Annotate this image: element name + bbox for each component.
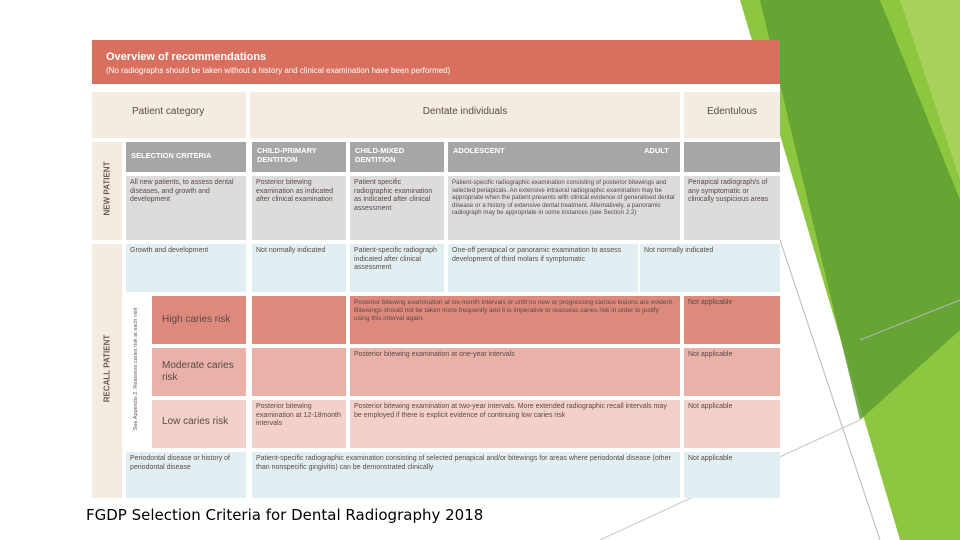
overview-banner: [92, 40, 780, 84]
recall-patient-side: [92, 244, 122, 498]
recommendations-table: [92, 40, 780, 498]
appendix-note: See Appendix 2. Reassess caries risk at each visit: [133, 307, 139, 431]
low-risk-text: Posterior bitewing examination at two-year intervals. More extended radiographic recall intervals may be employed if there is explicit evidence of continuing low caries risk: [350, 400, 680, 448]
moderate-edentulous: Not applicable: [684, 348, 780, 396]
high-risk-label: High caries risk: [152, 296, 246, 344]
perio-edentulous: Not applicable: [684, 452, 780, 498]
new-child-mixed: Patient specific radiographic examination as indicated after clinical assessment: [350, 176, 444, 240]
growth-adult: Not normally indicated: [640, 244, 780, 292]
header-patient-category: Patient category: [92, 92, 246, 138]
new-criteria: All new patients, to assess dental diseases, and growth and development: [126, 176, 246, 240]
perio-text: Patient-specific radiographic examination consisting of selected periapical and/or bitewings for areas where periodontal disease (other than nonspecific gingivitis) can be demonstrated clinically: [252, 452, 680, 498]
col-adult: ADULT: [644, 146, 669, 155]
moderate-child-primary-blank: [252, 348, 346, 396]
new-adolescent-adult: Patient-specific radiographic examination consisting of posterior bitewings and selected periapicals. An extensive intraoral radiographic examination may be appropriate when the patient presents with clinical evidence of generalised dental disease or a history of extensive dental treatment. Alternatively, a panoramic radiograph may be appropriate in some instances (see Section 2.2): [448, 176, 680, 240]
low-edentulous: Not applicable: [684, 400, 780, 448]
appendix-note-side: [124, 296, 148, 448]
moderate-risk-text: Posterior bitewing examination at one-year intervals: [350, 348, 680, 396]
col-edentulous-blank: [684, 142, 780, 172]
new-patient-side: [92, 142, 122, 240]
low-child-primary: Posterior bitewing examination at 12-18month intervals: [252, 400, 346, 448]
col-adolescent: ADOLESCENT: [453, 146, 505, 155]
high-child-primary-blank: [252, 296, 346, 344]
growth-child-primary: Not normally indicated: [252, 244, 346, 292]
growth-criteria: Growth and development: [126, 244, 246, 292]
growth-child-mixed: Patient-specific radiograph indicated after clinical assessment: [350, 244, 444, 292]
header-dentate: Dentate individuals: [250, 92, 680, 138]
col-selection-criteria: SELECTION CRITERIA: [126, 142, 246, 172]
high-edentulous: Not applicable: [684, 296, 780, 344]
col-child-mixed: CHILD-MIXED DENTITION: [350, 142, 444, 172]
new-patient-label: NEW PATIENT: [102, 161, 112, 216]
header-edentulous: Edentulous: [684, 92, 780, 138]
low-risk-label: Low caries risk: [152, 400, 246, 448]
col-child-primary: CHILD-PRIMARY DENTITION: [252, 142, 346, 172]
high-risk-text: Posterior bitewing examination at six-month intervals or until no new or progressing carious lesions are evident. Bitewings should not be taken more frequently and it is imperative to reassess caries risk in order to justify using this interval again.: [350, 296, 680, 344]
new-edentulous: Periapical radiograph/s of any symptomatic or clinically suspicious areas: [684, 176, 780, 240]
slide-caption: FGDP Selection Criteria for Dental Radiography 2018: [86, 506, 484, 524]
growth-adolescent: One-off periapical or panoramic examination to assess development of third molars if symptomatic: [448, 244, 638, 292]
recall-patient-label: RECALL PATIENT: [102, 334, 112, 403]
moderate-risk-label: Moderate caries risk: [152, 348, 246, 396]
new-child-primary: Posterior bitewing examination as indicated after clinical examination: [252, 176, 346, 240]
banner-title: Overview of recommendations: [106, 51, 267, 63]
banner-subtitle: (No radiographs should be taken without a history and clinical examination have been performed): [106, 66, 451, 75]
perio-criteria: Periodontal disease or history of periodontal disease: [126, 452, 246, 498]
col-adolescent-adult: [448, 142, 680, 172]
